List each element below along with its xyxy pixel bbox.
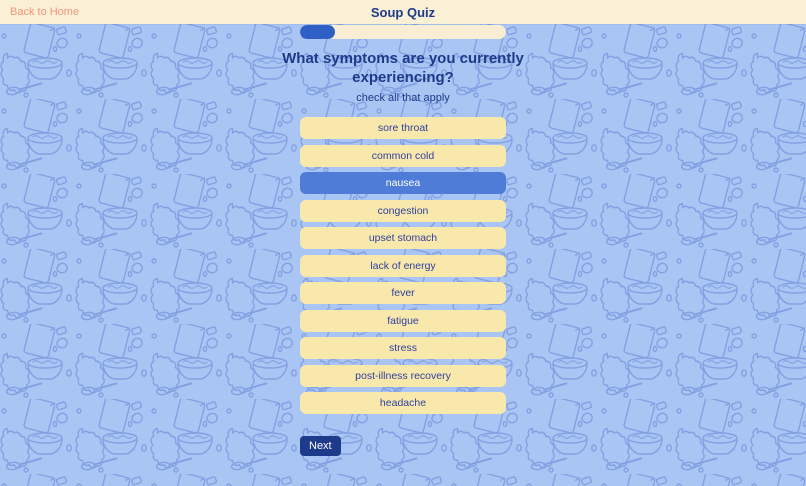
option-button[interactable]: fever	[300, 282, 506, 304]
option-button[interactable]: upset stomach	[300, 227, 506, 249]
progress-fill	[300, 25, 335, 39]
quiz-content	[0, 24, 806, 456]
next-row	[300, 436, 506, 456]
option-button[interactable]: common cold	[300, 145, 506, 167]
header	[0, 0, 806, 24]
option-button[interactable]: post-illness recovery	[300, 365, 506, 387]
option-button[interactable]: nausea	[300, 172, 506, 194]
option-button[interactable]: congestion	[300, 200, 506, 222]
option-button[interactable]: headache	[300, 392, 506, 414]
option-button[interactable]: stress	[300, 337, 506, 359]
option-button[interactable]: fatigue	[300, 310, 506, 332]
progress-bar	[300, 25, 506, 39]
next-button[interactable]: Next	[300, 436, 341, 456]
question-subtitle: check all that apply	[356, 92, 450, 104]
back-to-home-link[interactable]: Back to Home	[10, 6, 80, 18]
option-button[interactable]: sore throat	[300, 117, 506, 139]
question-title: What symptoms are you currently experiencing?	[282, 50, 524, 86]
options-list	[300, 117, 506, 414]
page-title: Soup Quiz	[370, 4, 436, 20]
quiz-page	[0, 24, 806, 486]
option-button[interactable]: lack of energy	[300, 255, 506, 277]
